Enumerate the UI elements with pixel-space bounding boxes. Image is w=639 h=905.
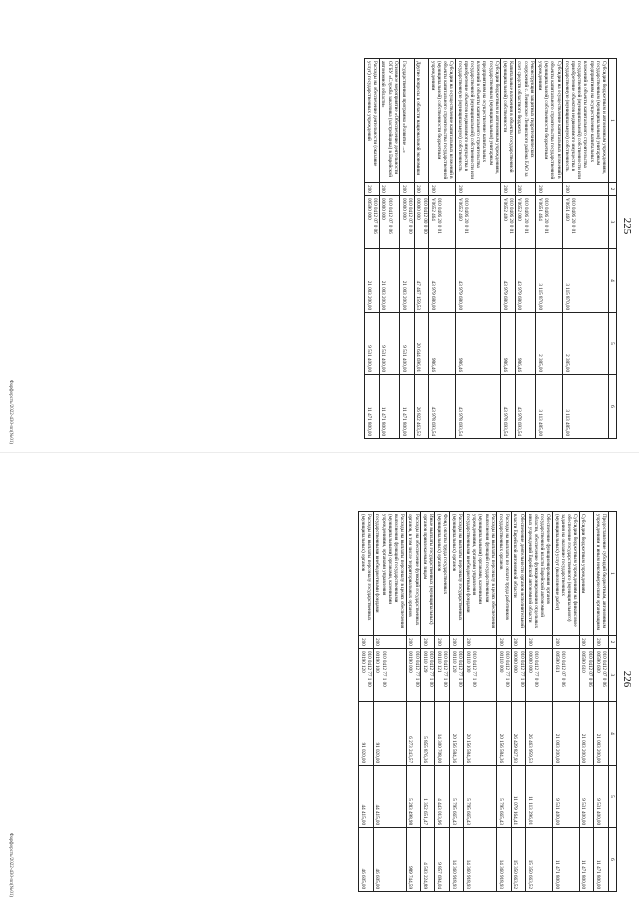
header-cell: 1 xyxy=(608,512,616,636)
row-budget-code-cell: 010 0412 77 1 00 00110 120 xyxy=(449,649,463,702)
row-result-amount-cell: 46 605,00 xyxy=(373,828,406,892)
row-result-amount-cell: 11 471 800,00 xyxy=(552,828,579,892)
row-description-cell: Расходы на обеспечение деятельности (оказание услуг) государственных учреждений xyxy=(365,59,379,183)
row-plan-amount-cell: 47 467 159,53 xyxy=(414,249,428,313)
budget-table xyxy=(358,511,617,892)
table-row xyxy=(579,512,593,892)
row-budget-code-cell: 010 0412 77 0 00 00000 000 xyxy=(526,649,553,702)
row-result-amount-cell: 46 605,00 xyxy=(359,828,373,892)
row-budget-code-cell: 010 0412 07 0 06 00590 600 xyxy=(594,649,608,702)
row-result-amount-cell: 3 113 485,00 xyxy=(536,375,563,439)
row-result-amount-cell: 15 350 663,52 xyxy=(511,828,525,892)
row-change-amount-cell: 9 531 400,00 xyxy=(400,313,414,375)
page-number: 225 xyxy=(621,217,633,235)
row-result-amount-cell: 11 471 800,00 xyxy=(594,828,608,892)
row-result-amount-cell: 11 471 800,00 xyxy=(400,375,414,439)
row-result-amount-cell: 43 978 693,54 xyxy=(455,375,500,439)
document-page-225 xyxy=(0,0,639,452)
row-result-amount-cell: 26 822 463,52 xyxy=(414,375,428,439)
row-result-amount-cell: 43 978 693,54 xyxy=(429,375,456,439)
row-plan-amount-cell: 43 979 680,00 xyxy=(429,249,456,313)
header-cell: 6 xyxy=(608,828,616,892)
row-org-code-cell: 200 xyxy=(414,183,428,196)
row-org-code-cell: 200 xyxy=(563,183,608,196)
table-row xyxy=(526,512,553,892)
header-cell: 1 xyxy=(608,59,616,183)
row-description-cell: Расходы на выплаты персоналу в целях обеспечения выполнения функций государственными (муниципальными) органами, казенными учреждениями, органами управления государственными внебюджетными фондами xyxy=(373,512,406,636)
table-body xyxy=(359,512,608,892)
row-change-amount-cell: 9 531 400,00 xyxy=(365,313,379,375)
row-budget-code-cell: 010 0412 77 1 00 00110 121 xyxy=(435,649,449,702)
row-budget-code-cell: 010 0406 20 0 01 V0652 400 xyxy=(501,196,515,249)
table-row xyxy=(421,512,435,892)
row-budget-code-cell: 010 0412 07 0 06 00000 000 xyxy=(379,196,400,249)
row-budget-code-cell: 010 0412 77 1 00 00110 129 xyxy=(421,649,435,702)
header-cell: 2 xyxy=(608,183,616,196)
row-change-amount-cell: 1 352 651,47 xyxy=(421,766,435,828)
row-org-code-cell: 200 xyxy=(552,636,579,649)
row-budget-code-cell: 010 0412 07 0 06 00590 610 xyxy=(579,649,593,702)
row-description-cell: Государственная программа «Развитие ...» xyxy=(400,59,414,183)
row-org-code-cell: 200 xyxy=(515,183,536,196)
table-row xyxy=(449,512,463,892)
row-description-cell: Субсидии на осуществление капитальных вложений в объекты капитального строительства государственной (муниципальной) собственности бюджетным учреждениям xyxy=(429,59,456,183)
row-result-amount-cell: 11 471 800,00 xyxy=(579,828,593,892)
table-row xyxy=(379,59,400,439)
row-org-code-cell: 200 xyxy=(429,183,456,196)
header-cell: 6 xyxy=(608,375,616,439)
row-change-amount-cell: 5 795 665,43 xyxy=(449,766,463,828)
row-description-cell: Расходы на выплаты персоналу государственных (муниципальных) органов xyxy=(359,512,373,636)
header-cell: 3 xyxy=(608,196,616,249)
row-plan-amount-cell: 91 020,00 xyxy=(373,702,406,766)
row-description-cell: Обеспечение функционирования органов государственной власти Еврейской автономной области, обеспечение функционирования отдельных иных учреждений Еврейской автономной области xyxy=(526,512,553,636)
row-description-cell: Субсидии бюджетным и автономным учреждениям, государственным (муниципальным) унитарным предприятиям на осуществление капитальных вложений в объекты капитального строительства государственной (муниципальной) собственности или приобретение объектов недвижимого имущества в государственную (муниципальную) собственность xyxy=(563,59,608,183)
row-change-amount-cell: 4 443 013,96 xyxy=(435,766,449,828)
row-change-amount-cell: 11 079 164,41 xyxy=(511,766,525,828)
row-plan-amount-cell: 21 003 200,00 xyxy=(579,702,593,766)
row-change-amount-cell: 5 795 665,43 xyxy=(464,766,497,828)
row-result-amount-cell: 14 360 918,93 xyxy=(464,828,497,892)
row-change-amount-cell: 9 531 400,00 xyxy=(594,766,608,828)
table-row xyxy=(594,512,608,892)
row-description-cell: Обеспечение деятельности органов исполнительной власти Еврейской автономной области xyxy=(511,512,525,636)
header-cell: 4 xyxy=(608,249,616,313)
row-org-code-cell: 200 xyxy=(406,636,420,649)
row-description-cell: Предоставление субсидий бюджетным, автономным учреждениям и иным некоммерческим организациям xyxy=(594,512,608,636)
row-result-amount-cell: 989 744,59 xyxy=(406,828,420,892)
row-budget-code-cell: 010 0412 77 1 00 00190 000 xyxy=(406,649,420,702)
row-budget-code-cell: 010 0412 77 1 00 00110 100 xyxy=(464,649,497,702)
table-row xyxy=(373,512,406,892)
header-cell: 3 xyxy=(608,649,616,702)
row-description-cell: Капитальные вложения в объекты государственной (муниципальной) собственности xyxy=(501,59,515,183)
row-budget-code-cell: 010 0412 77 1 00 00190 120 xyxy=(359,649,373,702)
row-budget-code-cell: 010 0406 20 0 01 V0651 464 xyxy=(536,196,563,249)
row-plan-amount-cell: 21 003 200,00 xyxy=(594,702,608,766)
row-org-code-cell: 200 xyxy=(373,636,406,649)
row-description-cell: Расходы на выплаты по оплате труда работников государственных органов xyxy=(497,512,511,636)
row-org-code-cell: 200 xyxy=(536,183,563,196)
row-plan-amount-cell: 20 156 584,36 xyxy=(464,702,497,766)
row-plan-amount-cell: 21 003 200,00 xyxy=(379,249,400,313)
table-row xyxy=(400,59,414,439)
table-row xyxy=(497,512,511,892)
row-plan-amount-cell: 26 463 959,53 xyxy=(526,702,553,766)
rotated-sheet xyxy=(0,453,639,905)
row-description-cell: Расходы на выплаты персоналу государственных (муниципальных) органов xyxy=(449,512,463,636)
table-body xyxy=(365,59,608,439)
table-row xyxy=(552,512,579,892)
row-plan-amount-cell: 43 979 680,00 xyxy=(455,249,500,313)
row-budget-code-cell: 010 0412 77 1 00 00000 000 xyxy=(511,649,525,702)
table-row xyxy=(414,59,428,439)
row-description-cell: Субсидии бюджетным учреждениям xyxy=(579,512,593,636)
row-description-cell: Реконструкция защитных гидротехнических сооружений с. Ленинское Ленинского района ЕАО за счет средств областного бюджета xyxy=(515,59,536,183)
row-change-amount-cell: 5 795 665,43 xyxy=(497,766,511,828)
row-change-amount-cell: 9 531 400,00 xyxy=(379,313,400,375)
row-plan-amount-cell: 3 115 870,00 xyxy=(536,249,563,313)
row-org-code-cell: 200 xyxy=(511,636,525,649)
row-plan-amount-cell: 14 300 708,00 xyxy=(435,702,449,766)
header-cell: 4 xyxy=(608,702,616,766)
row-org-code-cell: 200 xyxy=(526,636,553,649)
row-result-amount-cell: 43 978 693,54 xyxy=(515,375,536,439)
table-row xyxy=(365,59,379,439)
row-plan-amount-cell: 91 020,00 xyxy=(359,702,373,766)
row-org-code-cell: 200 xyxy=(365,183,379,196)
table-row xyxy=(563,59,608,439)
row-plan-amount-cell: 21 003 200,00 xyxy=(400,249,414,313)
row-result-amount-cell: 11 471 800,00 xyxy=(379,375,400,439)
row-description-cell: Фонд оплаты труда государственных (муниципальных) органов xyxy=(435,512,449,636)
row-plan-amount-cell: 21 003 200,00 xyxy=(552,702,579,766)
table-row xyxy=(406,512,420,892)
row-plan-amount-cell: 21 003 200,00 xyxy=(365,249,379,313)
row-org-code-cell: 200 xyxy=(400,183,414,196)
row-description-cell: Расходы на выплаты персоналу в целях обеспечения выполнения функций государственными (муниципальными) органами, казенными учреждениями, органами управления государственными внебюджетными фондами xyxy=(464,512,497,636)
row-budget-code-cell: 010 0412 07 0 06 00590 611 xyxy=(552,649,579,702)
row-description-cell: Субсидии бюджетным учреждениям на финансовое обеспечение государственного (муниципального) задания на оказание государственных (муниципальных) услуг (выполнение работ) xyxy=(552,512,579,636)
row-result-amount-cell: 14 360 918,93 xyxy=(497,828,511,892)
row-result-amount-cell: 14 360 918,93 xyxy=(449,828,463,892)
row-plan-amount-cell: 6 273 243,57 xyxy=(406,702,420,766)
row-change-amount-cell: 5 283 498,98 xyxy=(406,766,420,828)
row-change-amount-cell: 2 385,00 xyxy=(563,313,608,375)
row-result-amount-cell: 4 503 224,89 xyxy=(421,828,435,892)
row-change-amount-cell: 11 113 296,01 xyxy=(526,766,553,828)
row-change-amount-cell: 986,46 xyxy=(515,313,536,375)
row-budget-code-cell: 010 0406 20 0 01 V0652 460 xyxy=(455,196,500,249)
page-number: 226 xyxy=(621,670,633,688)
row-change-amount-cell: 9 531 400,00 xyxy=(579,766,593,828)
row-plan-amount-cell: 43 979 680,00 xyxy=(501,249,515,313)
row-result-amount-cell: 3 113 485,00 xyxy=(563,375,608,439)
table-row xyxy=(429,59,456,439)
row-plan-amount-cell: 5 855 876,36 xyxy=(421,702,435,766)
row-description-cell: Расходы на обеспечение функций государственных органов, в том числе территориальных органов xyxy=(406,512,420,636)
row-budget-code-cell: 010 0406 20 0 01 V0652 464 xyxy=(429,196,456,249)
rotated-sheet xyxy=(0,0,639,452)
row-org-code-cell: 200 xyxy=(497,636,511,649)
row-description-cell: Основное мероприятие «Обеспечение деятельности ОГБУ «Служба заказчика (застройщика) в Еврейской автономной области» xyxy=(379,59,400,183)
budget-table xyxy=(364,58,617,439)
table-row xyxy=(536,59,563,439)
table-row xyxy=(501,59,515,439)
page-footer: Фарфорсть/2022-430-пп(№01) xyxy=(8,379,13,444)
page-footer: Фарфорсть/2022-430-пп(№01) xyxy=(8,832,13,897)
header-cell: 5 xyxy=(608,766,616,828)
row-change-amount-cell: 44 415,00 xyxy=(359,766,373,828)
row-budget-code-cell: 010 0406 20 0 01 V0651 460 xyxy=(563,196,608,249)
row-org-code-cell: 200 xyxy=(455,183,500,196)
header-cell: 5 xyxy=(608,313,616,375)
row-plan-amount-cell: 26 429 827,93 xyxy=(511,702,525,766)
row-budget-code-cell: 010 0412 77 1 00 00190 100 xyxy=(373,649,406,702)
row-org-code-cell: 200 xyxy=(449,636,463,649)
document-page-226 xyxy=(0,452,639,905)
row-org-code-cell: 200 xyxy=(501,183,515,196)
table-row xyxy=(464,512,497,892)
row-org-code-cell: 200 xyxy=(594,636,608,649)
table-row xyxy=(515,59,536,439)
table-header-row xyxy=(608,59,616,439)
header-cell: 2 xyxy=(608,636,616,649)
row-org-code-cell: 200 xyxy=(579,636,593,649)
row-budget-code-cell: 010 0406 20 0 01 V0652 000 xyxy=(515,196,536,249)
row-change-amount-cell: 2 385,00 xyxy=(536,313,563,375)
row-budget-code-cell: 010 0412 00 0 00 00000 000 xyxy=(414,196,428,249)
row-plan-amount-cell: 43 979 680,00 xyxy=(515,249,536,313)
table-row xyxy=(455,59,500,439)
table-row xyxy=(435,512,449,892)
row-result-amount-cell: 9 857 694,04 xyxy=(435,828,449,892)
row-result-amount-cell: 43 978 693,54 xyxy=(501,375,515,439)
row-result-amount-cell: 15 350 663,52 xyxy=(526,828,553,892)
row-change-amount-cell: 9 531 400,00 xyxy=(552,766,579,828)
row-plan-amount-cell: 3 115 870,00 xyxy=(563,249,608,313)
row-org-code-cell: 200 xyxy=(464,636,497,649)
row-description-cell: Субсидии на осуществление капитальных вложений в объекты капитального строительства государственной (муниципальной) собственности бюджетным учреждениям xyxy=(536,59,563,183)
row-result-amount-cell: 11 471 800,00 xyxy=(365,375,379,439)
table-row xyxy=(359,512,373,892)
row-change-amount-cell: 44 415,00 xyxy=(373,766,406,828)
row-org-code-cell: 200 xyxy=(359,636,373,649)
table-row xyxy=(511,512,525,892)
row-org-code-cell: 200 xyxy=(435,636,449,649)
row-budget-code-cell: 010 0412 77 1 00 00110 000 xyxy=(497,649,511,702)
row-change-amount-cell: 986,46 xyxy=(455,313,500,375)
row-description-cell: Другие вопросы в области национальной экономики xyxy=(414,59,428,183)
row-plan-amount-cell: 20 156 584,36 xyxy=(497,702,511,766)
row-budget-code-cell: 010 0412 07 0 06 00590 000 xyxy=(365,196,379,249)
table-header-row xyxy=(608,512,616,892)
row-description-cell: Субсидии бюджетным и автономным учреждениям, государственным (муниципальным) унитарным предприятиям на осуществление капитальных вложений в объекты капитального строительства государственной (муниципальной) собственности или приобретение объектов недвижимого имущества в государственную (муниципальную) собственность xyxy=(455,59,500,183)
row-org-code-cell: 200 xyxy=(421,636,435,649)
row-budget-code-cell: 010 0412 07 0 00 00000 000 xyxy=(400,196,414,249)
row-change-amount-cell: 986,46 xyxy=(501,313,515,375)
row-plan-amount-cell: 20 156 584,36 xyxy=(449,702,463,766)
row-change-amount-cell: 986,46 xyxy=(429,313,456,375)
row-description-cell: Иные выплаты государственных (муниципальных) органов привлекаемым лицам xyxy=(421,512,435,636)
row-org-code-cell: 200 xyxy=(379,183,400,196)
row-change-amount-cell: 20 644 696,01 xyxy=(414,313,428,375)
